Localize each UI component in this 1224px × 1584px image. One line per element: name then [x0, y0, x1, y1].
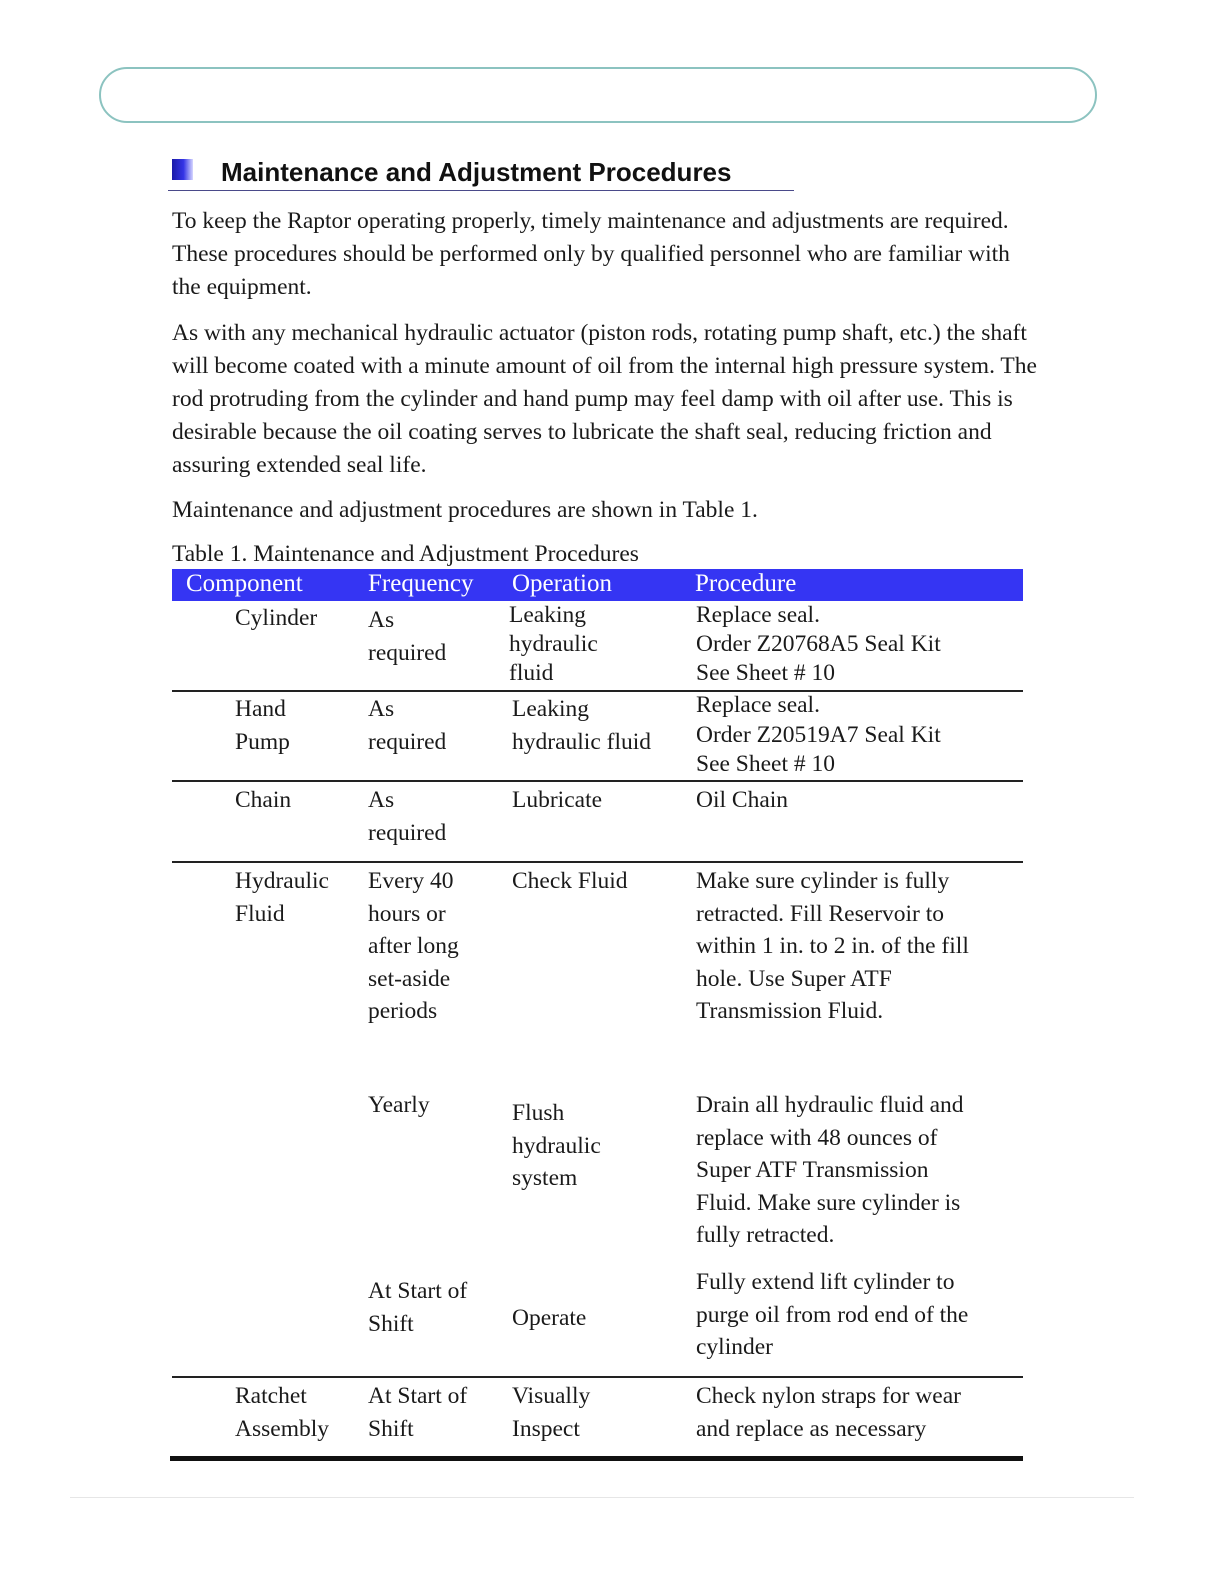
header-procedure: Procedure	[695, 570, 797, 597]
footer-rule	[70, 1497, 1134, 1498]
cell-procedure: Make sure cylinder is fully retracted. Fill Reservoir to within 1 in. to 2 in. of the fill hole. Use Super ATF Transmission Fluid.	[696, 868, 969, 1024]
row-divider	[172, 780, 1023, 782]
cell-component: Ratchet Assembly	[235, 1383, 329, 1442]
section-title: Maintenance and Adjustment Procedures	[221, 157, 732, 187]
cell-component: Chain	[235, 787, 292, 813]
cell-component: Hand Pump	[235, 696, 290, 755]
cell-procedure: Fully extend lift cylinder to purge oil from rod end of the cylinder	[696, 1269, 969, 1360]
section-title-underline	[168, 190, 794, 191]
cell-operation: Check Fluid	[512, 868, 628, 894]
lubrication-paragraph: As with any mechanical hydraulic actuator (piston rods, rotating pump shaft, etc.) the shaft will become coated with a minute amount of oil from the internal high pressure system. The rod protruding from the cylinder and hand pump may feel damp with oil after use. This is desirable because the oil coating serves to lubricate the shaft seal, reducing friction and assuring extended seal life.	[172, 320, 1037, 478]
cell-procedure: Replace seal. Order Z20519A7 Seal Kit See Sheet # 10	[696, 692, 941, 777]
header-operation: Operation	[512, 570, 612, 597]
table-caption: Table 1. Maintenance and Adjustment Procedures	[172, 541, 639, 567]
row-divider	[172, 1376, 1023, 1378]
cell-component: Cylinder	[235, 605, 318, 631]
cell-procedure: Drain all hydraulic fluid and replace with 48 ounces of Super ATF Transmission Fluid. Make sure cylinder is fully retracted.	[696, 1092, 964, 1248]
cell-operation: Visually Inspect	[512, 1383, 591, 1442]
cell-frequency: At Start of Shift	[368, 1383, 468, 1442]
cell-frequency: Yearly	[368, 1092, 430, 1118]
cell-frequency: As required	[368, 696, 447, 755]
header-frequency: Frequency	[368, 570, 474, 597]
table-bottom-rule	[170, 1456, 1023, 1461]
cell-procedure: Replace seal. Order Z20768A5 Seal Kit See Sheet # 10	[696, 602, 941, 686]
section-bullet-icon	[172, 159, 193, 180]
cell-operation: Lubricate	[512, 787, 603, 813]
cell-frequency: As required	[368, 607, 447, 666]
cell-component: Hydraulic Fluid	[235, 868, 329, 927]
cell-frequency: As required	[368, 787, 447, 846]
row-divider	[172, 861, 1023, 863]
cell-operation: Leaking hydraulic fluid	[509, 602, 598, 686]
cell-frequency: Every 40 hours or after long set-aside periods	[368, 868, 459, 1024]
cell-operation: Flush hydraulic system	[512, 1100, 601, 1191]
cell-frequency: At Start of Shift	[368, 1278, 468, 1337]
header-component: Component	[186, 570, 303, 597]
intro-paragraph: To keep the Raptor operating properly, timely maintenance and adjustments are required. These procedures should be performed only by qualified personnel who are familiar with the equipment.	[172, 208, 1010, 300]
page-header-frame	[99, 67, 1097, 123]
cell-operation: Operate	[512, 1305, 587, 1331]
cell-operation: Leaking hydraulic fluid	[512, 696, 652, 755]
cell-procedure: Check nylon straps for wear and replace as necessary	[696, 1383, 961, 1442]
cell-procedure: Oil Chain	[696, 787, 789, 813]
table-reference-paragraph: Maintenance and adjustment procedures are shown in Table 1.	[172, 497, 758, 523]
